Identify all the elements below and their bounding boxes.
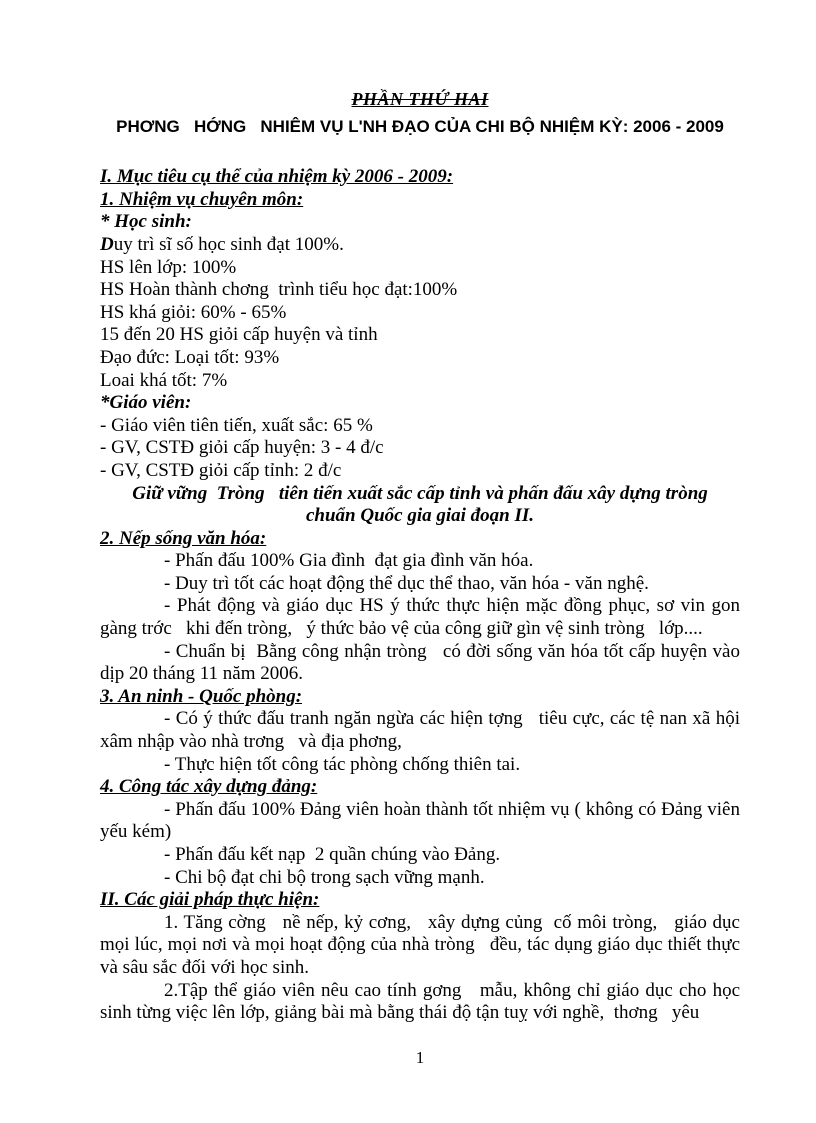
paragraph: - Phấn đấu 100% Gia đình đạt gia đình văn hóa. (164, 550, 534, 572)
section-heading: II. Các giải pháp thực hiện: (100, 889, 320, 911)
section-heading: I. Mục tiêu cụ thể của nhiệm kỳ 2006 - 2009: (100, 166, 454, 188)
sub-heading: * Học sinh: (100, 211, 192, 233)
paragraph: HS Hoàn thành chơng trình tiểu học đạt:100% (100, 279, 458, 301)
paragraph: - Phấn đấu kết nạp 2 quần chúng vào Đảng. (164, 844, 501, 865)
section-heading: 2. Nếp sống văn hóa: (100, 527, 267, 549)
paragraph: Loai khá tốt: 7% (100, 369, 228, 391)
paragraph: HS khá giỏi: 60% - 65% (100, 301, 287, 323)
paragraph: Duy trì sĩ số học sinh đạt 100%. (100, 233, 344, 255)
paragraph: - GV, CSTĐ giỏi cấp huyện: 3 - 4 đ/c (100, 437, 384, 459)
paragraph: - Giáo viên tiên tiến, xuất sắc: 65 % (100, 414, 373, 436)
doc-title: PHẦN THỨ HAI (351, 89, 489, 109)
paragraph: HS lên lớp: 100% (100, 256, 237, 278)
page-number: 1 (415, 1047, 425, 1067)
centered-statement: chuẩn Quốc gia giai đoạn II. (305, 505, 535, 527)
centered-statement: Giữ vững Tròng tiên tiến xuất sắc cấp tỉnh và phấn đấu xây dựng tròng (132, 482, 708, 504)
lead-letter: D (100, 233, 114, 255)
paragraph: - Có ý thức đấu tranh ngăn ngừa các hiện tợng tiêu cực, các tệ nan xã hội xâm nhập vào nhà trơng và địa phơng, (100, 708, 740, 753)
paragraph: - Phấn đấu 100% Đảng viên hoàn thành tốt nhiệm vụ ( không có Đảng viên yếu kém) (100, 798, 740, 843)
paragraph: - Chuẩn bị Bằng công nhận tròng có đời sống văn hóa tốt cấp huyện vào dịp 20 tháng 11 năm 2006. (100, 640, 740, 685)
paragraph: - Chi bộ đạt chi bộ trong sạch vững mạnh. (164, 866, 485, 888)
section-heading: 1. Nhiệm vụ chuyên môn: (100, 188, 304, 210)
paragraph: - Duy trì tốt các hoạt động thể dục thể thao, văn hóa - văn nghệ. (164, 572, 649, 594)
section-heading: 4. Công tác xây dựng đảng: (100, 776, 318, 798)
document-body (100, 166, 740, 1025)
paragraph: 15 đến 20 HS giỏi cấp huyện và tỉnh (100, 324, 378, 346)
paragraph: 1. Tăng cờng nề nếp, kỷ cơng, xây dựng củng cố môi tròng, giáo dục mọi lúc, mọi nơi và mọi hoạt động của nhà tròng đều, tác dụng giáo dục thiết thực và sâu sắc đối với học sinh. (100, 911, 740, 978)
paragraph: - Thực hiện tốt công tác phòng chống thiên tai. (164, 753, 521, 775)
sub-heading: *Giáo viên: (100, 392, 192, 414)
paragraph: 2.Tập thể giáo viên nêu cao tính gơng mẫu, không chỉ giáo dục cho học sinh từng việc lên lớp, giảng bài mà bằng thái độ tận tuỵ với nghề, thơng yêu (100, 979, 740, 1024)
section-heading: 3. An ninh - Quốc phòng: (100, 685, 303, 707)
paragraph: Đạo đức: Loại tốt: 93% (100, 346, 280, 368)
doc-heading: PHƠNG HỚNG NHIÊM VỤ L'NH ĐẠO CỦA CHI BỘ NHIỆM KỲ: 2006 - 2009 (116, 116, 724, 136)
paragraph: - Phát động và giáo dục HS ý thức thực hiện mặc đồng phục, sơ vin gon gàng trớc khi đến tròng, ý thức bảo vệ của công giữ gìn vệ sinh tròng lớp.... (100, 595, 740, 640)
paragraph: - GV, CSTĐ giỏi cấp tỉnh: 2 đ/c (100, 459, 342, 481)
